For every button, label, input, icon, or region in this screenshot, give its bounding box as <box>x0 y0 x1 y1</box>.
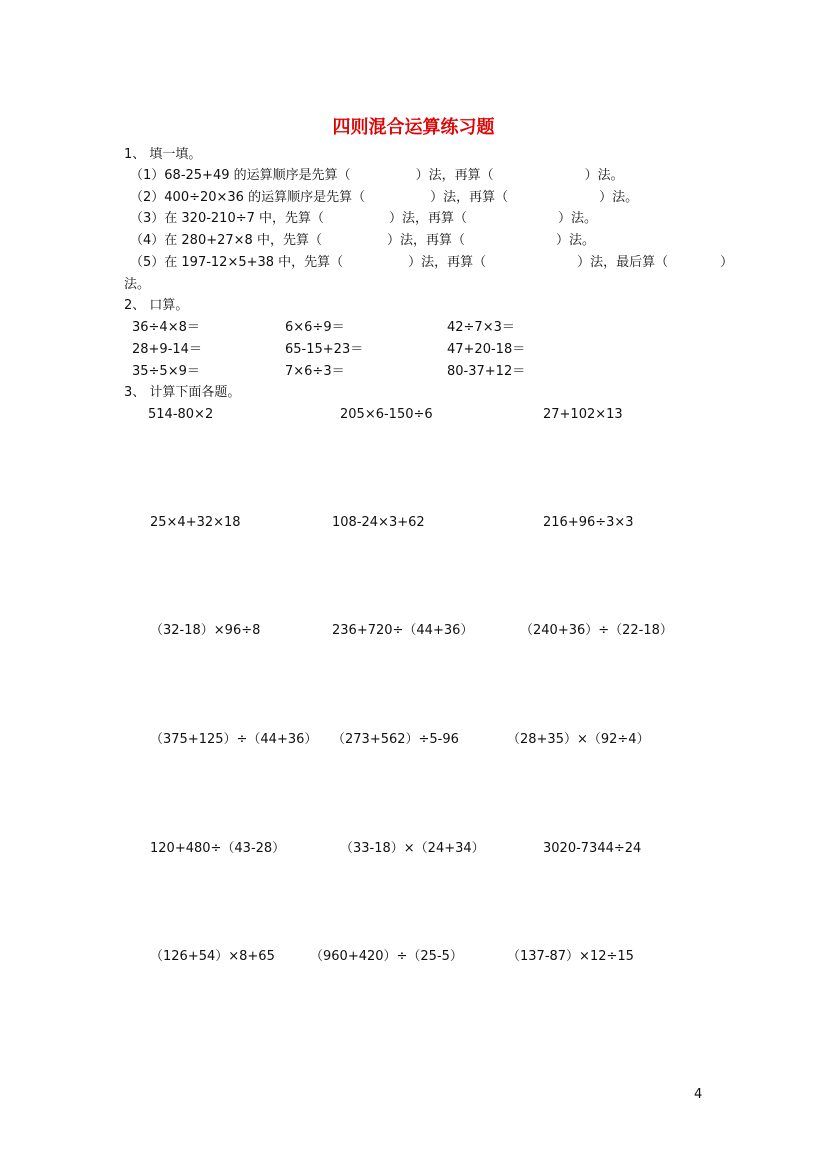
mental-math-item: 42÷7×3＝ <box>447 320 515 335</box>
mental-math-item: 47+20-18＝ <box>447 342 526 357</box>
calc-problem: （375+125）÷（44+36） <box>150 732 318 747</box>
mental-math-item: 80-37+12＝ <box>447 364 526 379</box>
mental-math-item: 6×6÷9＝ <box>285 320 345 335</box>
calc-problem: （137-87）×12÷15 <box>507 949 634 964</box>
calc-problem: 514-80×2 <box>148 407 214 422</box>
fill-item-3: （3）在 320-210÷7 中，先算（ ）法，再算（ ）法。 <box>130 211 598 226</box>
calc-problem: （28+35）×（92÷4） <box>507 732 650 747</box>
section3-heading: 3、 计算下面各题。 <box>124 385 241 400</box>
calc-problem: 3020-7344÷24 <box>543 841 642 856</box>
mental-math-item: 36÷4×8＝ <box>132 320 200 335</box>
section2-heading: 2、 口算。 <box>124 298 189 313</box>
mental-math-item: 65-15+23＝ <box>285 342 364 357</box>
calc-problem: （960+420）÷（25-5） <box>310 949 463 964</box>
calc-problem: 205×6-150÷6 <box>340 407 433 422</box>
page-title: 四则混合运算练习题 <box>332 117 495 138</box>
fill-item-1: （1）68-25+49 的运算顺序是先算（ ）法，再算（ ）法。 <box>130 168 624 183</box>
calc-problem: （32-18）×96÷8 <box>150 623 261 638</box>
fill-item-4: （4）在 280+27×8 中，先算（ ）法，再算（ ）法。 <box>130 233 595 248</box>
calc-problem: 27+102×13 <box>543 407 623 422</box>
fill-item-5: （5）在 197-12×5+38 中，先算（ ）法，再算（ ）法，最后算（ ） <box>130 255 734 270</box>
page-number: 4 <box>694 1087 703 1102</box>
calc-problem: （273+562）÷5-96 <box>332 732 459 747</box>
calc-problem: 236+720÷（44+36） <box>332 623 474 638</box>
mental-math-item: 7×6÷3＝ <box>285 364 345 379</box>
calc-problem: 120+480÷（43-28） <box>150 841 286 856</box>
calc-problem: 108-24×3+62 <box>332 515 425 530</box>
calc-problem: 25×4+32×18 <box>150 515 241 530</box>
fill-item-5-continued: 法。 <box>124 277 151 292</box>
mental-math-item: 28+9-14＝ <box>132 342 202 357</box>
mental-math-item: 35÷5×9＝ <box>132 364 200 379</box>
calc-problem: （126+54）×8+65 <box>150 949 275 964</box>
calc-problem: （33-18）×（24+34） <box>340 841 485 856</box>
calc-problem: 216+96÷3×3 <box>543 515 634 530</box>
fill-item-2: （2）400÷20×36 的运算顺序是先算（ ）法，再算（ ）法。 <box>130 190 639 205</box>
section1-heading: 1、 填一填。 <box>124 147 202 162</box>
calc-problem: （240+36）÷（22-18） <box>520 623 673 638</box>
